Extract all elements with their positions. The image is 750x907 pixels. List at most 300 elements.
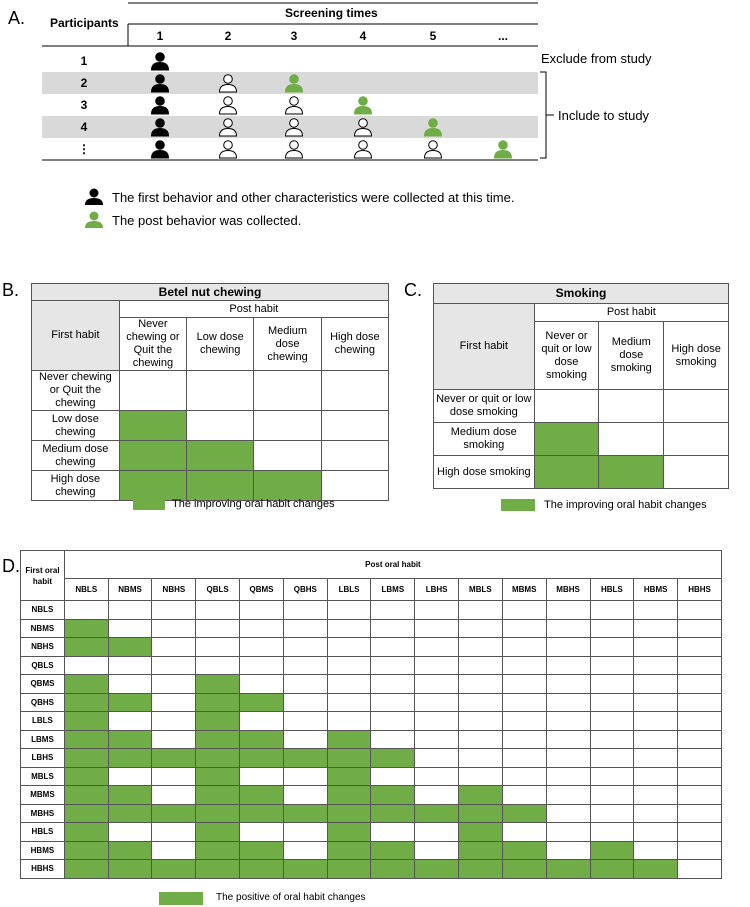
d-cell xyxy=(415,619,459,638)
d-cell xyxy=(64,601,108,620)
d-cell xyxy=(64,656,108,675)
d-cell xyxy=(371,823,415,842)
d-cell xyxy=(240,841,284,860)
c-title: Smoking xyxy=(434,284,729,304)
d-cell xyxy=(64,638,108,657)
c-legend-swatch xyxy=(501,499,535,511)
c-col-1: Medium dose smoking xyxy=(599,322,664,390)
d-col-qbhs: QBHS xyxy=(283,579,327,601)
d-cell xyxy=(196,638,240,657)
d-cell xyxy=(502,786,546,805)
person-icon-first xyxy=(152,141,169,158)
d-cell xyxy=(634,656,678,675)
d-cell xyxy=(64,749,108,768)
d-cell xyxy=(196,712,240,731)
d-cell xyxy=(283,730,327,749)
d-cell xyxy=(546,730,590,749)
d-cell xyxy=(634,638,678,657)
d-cell xyxy=(415,601,459,620)
d-cell xyxy=(590,619,634,638)
d-row xyxy=(21,601,722,620)
participant-id-4: 4 xyxy=(80,120,88,134)
d-cell xyxy=(634,841,678,860)
d-cell xyxy=(634,749,678,768)
d-cell xyxy=(283,619,327,638)
screening-time-6: ... xyxy=(497,29,508,43)
d-cell xyxy=(196,804,240,823)
d-col-nbls: NBLS xyxy=(64,579,108,601)
d-post-header: Post oral habit xyxy=(64,551,721,579)
d-cell xyxy=(678,656,722,675)
d-cell xyxy=(64,786,108,805)
panel-d xyxy=(20,550,722,879)
d-cell xyxy=(283,601,327,620)
b-row-1: Low dose chewing xyxy=(32,411,120,441)
screening-time-5: 5 xyxy=(429,29,437,43)
d-cell xyxy=(546,693,590,712)
d-col-mbls: MBLS xyxy=(458,579,502,601)
d-col-qbls: QBLS xyxy=(196,579,240,601)
d-cell xyxy=(590,601,634,620)
d-cell xyxy=(678,693,722,712)
d-cell xyxy=(371,675,415,694)
d-cell xyxy=(108,601,152,620)
d-cell xyxy=(327,786,371,805)
d-cell xyxy=(371,786,415,805)
d-cell xyxy=(108,786,152,805)
d-cell xyxy=(590,656,634,675)
d-cell xyxy=(196,749,240,768)
d-cell xyxy=(327,860,371,879)
d-cell xyxy=(108,749,152,768)
d-cell xyxy=(546,601,590,620)
d-cell xyxy=(240,823,284,842)
d-cell xyxy=(590,675,634,694)
d-cell xyxy=(196,693,240,712)
d-cell xyxy=(678,619,722,638)
d-cell xyxy=(415,786,459,805)
d-cell xyxy=(634,804,678,823)
d-cell xyxy=(196,823,240,842)
d-cell xyxy=(64,693,108,712)
d-cell xyxy=(546,767,590,786)
d-cell xyxy=(196,730,240,749)
d-row xyxy=(21,638,722,657)
d-cell xyxy=(502,804,546,823)
d-row-mbhs: MBHS xyxy=(21,804,65,823)
d-row-lbhs: LBHS xyxy=(21,749,65,768)
d-cell xyxy=(240,693,284,712)
screening-header: Screening times xyxy=(285,6,378,20)
d-cell xyxy=(152,860,196,879)
d-cell xyxy=(502,656,546,675)
d-cell xyxy=(458,619,502,638)
d-cell xyxy=(371,712,415,731)
c-row-2: High dose smoking xyxy=(434,456,535,489)
d-cell xyxy=(458,841,502,860)
d-cell xyxy=(590,712,634,731)
d-cell xyxy=(415,675,459,694)
d-cell xyxy=(283,841,327,860)
d-row-nbls: NBLS xyxy=(21,601,65,620)
d-cell xyxy=(546,823,590,842)
d-cell xyxy=(327,656,371,675)
d-cell xyxy=(152,749,196,768)
d-cell xyxy=(590,786,634,805)
d-cell xyxy=(283,656,327,675)
b-col-1: Low dose chewing xyxy=(187,318,254,371)
d-cell xyxy=(546,638,590,657)
d-row xyxy=(21,841,722,860)
d-cell xyxy=(371,601,415,620)
d-cell xyxy=(590,823,634,842)
d-cell xyxy=(108,860,152,879)
d-cell xyxy=(371,638,415,657)
d-cell xyxy=(678,841,722,860)
b-row-2: Medium dose chewing xyxy=(32,441,120,471)
b-row-3: High dose chewing xyxy=(32,471,120,501)
d-row xyxy=(21,767,722,786)
d-cell xyxy=(196,767,240,786)
panel-c xyxy=(433,283,729,489)
d-cell xyxy=(327,638,371,657)
panel-b-label: B. xyxy=(2,280,20,300)
d-cell xyxy=(283,860,327,879)
d-cell xyxy=(502,767,546,786)
b-col-3: High dose chewing xyxy=(321,318,388,371)
d-cell xyxy=(152,656,196,675)
d-cell xyxy=(152,675,196,694)
d-cell xyxy=(283,675,327,694)
d-col-lbhs: LBHS xyxy=(415,579,459,601)
screening-time-4: 4 xyxy=(359,29,367,43)
d-cell xyxy=(64,823,108,842)
d-row-nbhs: NBHS xyxy=(21,638,65,657)
participants-header: Participants xyxy=(50,16,119,30)
d-cell xyxy=(502,823,546,842)
d-cell xyxy=(590,638,634,657)
d-cell xyxy=(240,786,284,805)
d-cell xyxy=(678,749,722,768)
d-col-qbms: QBMS xyxy=(240,579,284,601)
d-cell xyxy=(152,619,196,638)
d-cell xyxy=(590,767,634,786)
d-cell xyxy=(546,619,590,638)
d-cell xyxy=(196,675,240,694)
d-legend-text: The positive of oral habit changes xyxy=(216,892,366,903)
person-icon-none xyxy=(286,97,303,114)
d-cell xyxy=(634,786,678,805)
d-row-qbhs: QBHS xyxy=(21,693,65,712)
d-cell xyxy=(327,804,371,823)
d-cell xyxy=(240,656,284,675)
person-icon-none xyxy=(220,141,237,158)
person-icon-none xyxy=(286,141,303,158)
d-col-lbms: LBMS xyxy=(371,579,415,601)
d-cell xyxy=(458,823,502,842)
d-cell xyxy=(327,693,371,712)
d-row xyxy=(21,619,722,638)
d-legend-swatch xyxy=(159,892,203,905)
d-col-lbls: LBLS xyxy=(327,579,371,601)
d-cell xyxy=(678,675,722,694)
b-post-habit: Post habit xyxy=(119,301,388,318)
d-cell xyxy=(590,749,634,768)
d-cell xyxy=(152,823,196,842)
legend-post-text: The post behavior was collected. xyxy=(112,213,302,228)
d-cell xyxy=(283,693,327,712)
d-row xyxy=(21,675,722,694)
person-icon-none xyxy=(355,141,372,158)
d-cell xyxy=(590,841,634,860)
d-row xyxy=(21,712,722,731)
d-cell xyxy=(283,749,327,768)
d-row xyxy=(21,656,722,675)
d-cell xyxy=(634,860,678,879)
d-cell xyxy=(546,656,590,675)
d-row-mbms: MBMS xyxy=(21,786,65,805)
d-cell xyxy=(108,693,152,712)
c-row-1: Medium dose smoking xyxy=(434,423,535,456)
d-cell xyxy=(327,823,371,842)
d-row-lbms: LBMS xyxy=(21,730,65,749)
d-row xyxy=(21,804,722,823)
d-cell xyxy=(502,730,546,749)
d-cell xyxy=(371,619,415,638)
panel-c-label: C. xyxy=(404,280,422,300)
participant-id-1: 1 xyxy=(80,54,88,68)
d-cell xyxy=(415,823,459,842)
d-cell xyxy=(502,619,546,638)
d-cell xyxy=(415,749,459,768)
d-cell xyxy=(327,730,371,749)
d-cell xyxy=(152,730,196,749)
d-cell xyxy=(502,601,546,620)
d-cell xyxy=(64,712,108,731)
d-row xyxy=(21,786,722,805)
d-cell xyxy=(678,638,722,657)
person-icon-post xyxy=(495,141,512,158)
d-cell xyxy=(590,860,634,879)
d-cell xyxy=(108,804,152,823)
d-cell xyxy=(590,804,634,823)
d-row xyxy=(21,693,722,712)
person-icon-first xyxy=(152,53,169,70)
d-cell xyxy=(634,767,678,786)
d-row xyxy=(21,730,722,749)
d-cell xyxy=(502,841,546,860)
d-row-qbms: QBMS xyxy=(21,675,65,694)
participant-id-3: 3 xyxy=(80,98,88,112)
d-cell xyxy=(283,823,327,842)
d-cell xyxy=(634,823,678,842)
d-cell xyxy=(634,601,678,620)
d-cell xyxy=(458,730,502,749)
d-cell xyxy=(678,767,722,786)
d-cell xyxy=(327,619,371,638)
d-row-nbms: NBMS xyxy=(21,619,65,638)
b-legend-swatch xyxy=(133,498,165,510)
include-label: Include to study xyxy=(558,108,650,123)
d-row xyxy=(21,749,722,768)
d-col-nbms: NBMS xyxy=(108,579,152,601)
d-cell xyxy=(458,712,502,731)
b-col-0: Never chewing or Quit the chewing xyxy=(119,318,186,371)
d-row-hbhs: HBHS xyxy=(21,860,65,879)
d-cell xyxy=(108,767,152,786)
b-first-habit: First habit xyxy=(32,301,120,371)
d-cell xyxy=(64,619,108,638)
d-cell xyxy=(240,730,284,749)
d-cell xyxy=(634,619,678,638)
d-cell xyxy=(240,675,284,694)
b-legend-text: The improving oral habit changes xyxy=(172,498,335,510)
d-row-qbls: QBLS xyxy=(21,656,65,675)
d-cell xyxy=(240,749,284,768)
d-cell xyxy=(152,804,196,823)
d-cell xyxy=(283,804,327,823)
d-cell xyxy=(283,712,327,731)
d-cell xyxy=(64,767,108,786)
d-cell xyxy=(415,693,459,712)
d-cell xyxy=(678,804,722,823)
d-cell xyxy=(590,730,634,749)
person-icon-first-legend xyxy=(84,188,104,206)
person-icon-none xyxy=(425,141,442,158)
d-cell xyxy=(415,656,459,675)
d-row-hbls: HBLS xyxy=(21,823,65,842)
d-cell xyxy=(458,767,502,786)
panel-d-label: D. xyxy=(2,556,20,576)
b-row-0: Never chewing or Quit the chewing xyxy=(32,371,120,411)
d-cell xyxy=(283,786,327,805)
d-cell xyxy=(502,638,546,657)
d-cell xyxy=(415,730,459,749)
d-cell xyxy=(152,601,196,620)
d-cell xyxy=(196,601,240,620)
d-cell xyxy=(634,730,678,749)
d-cell xyxy=(458,693,502,712)
d-cell xyxy=(327,749,371,768)
d-cell xyxy=(458,804,502,823)
d-cell xyxy=(108,841,152,860)
d-cell xyxy=(546,860,590,879)
d-cell xyxy=(240,619,284,638)
d-cell xyxy=(502,860,546,879)
d-cell xyxy=(240,601,284,620)
d-cell xyxy=(152,693,196,712)
d-cell xyxy=(152,638,196,657)
d-cell xyxy=(152,767,196,786)
d-col-hbhs: HBHS xyxy=(678,579,722,601)
d-cell xyxy=(108,730,152,749)
d-cell xyxy=(108,675,152,694)
c-legend-text: The improving oral habit changes xyxy=(544,499,707,511)
exclude-label: Exclude from study xyxy=(541,51,652,66)
screening-time-1: 1 xyxy=(156,29,164,43)
d-cell xyxy=(458,601,502,620)
d-cell xyxy=(634,712,678,731)
c-post-habit: Post habit xyxy=(534,304,728,322)
d-row xyxy=(21,823,722,842)
d-cell xyxy=(546,804,590,823)
d-cell xyxy=(678,823,722,842)
screening-time-2: 2 xyxy=(224,29,232,43)
d-cell xyxy=(371,860,415,879)
panel-a xyxy=(0,0,750,240)
c-row-0: Never or quit or low dose smoking xyxy=(434,390,535,423)
b-title: Betel nut chewing xyxy=(32,284,389,301)
d-row-hbms: HBMS xyxy=(21,841,65,860)
d-cell xyxy=(64,675,108,694)
d-cell xyxy=(196,786,240,805)
d-col-hbls: HBLS xyxy=(590,579,634,601)
d-cell xyxy=(546,749,590,768)
d-row xyxy=(21,860,722,879)
d-cell xyxy=(502,749,546,768)
d-cell xyxy=(546,786,590,805)
d-col-mbhs: MBHS xyxy=(546,579,590,601)
d-cell xyxy=(415,767,459,786)
d-cell xyxy=(458,638,502,657)
d-cell xyxy=(196,841,240,860)
d-cell xyxy=(415,638,459,657)
c-col-2: High dose smoking xyxy=(664,322,729,390)
d-cell xyxy=(458,860,502,879)
d-cell xyxy=(415,841,459,860)
d-cell xyxy=(108,712,152,731)
d-cell xyxy=(196,860,240,879)
d-cell xyxy=(196,656,240,675)
screening-time-3: 3 xyxy=(290,29,298,43)
person-icon-post xyxy=(355,97,372,114)
d-cell xyxy=(371,656,415,675)
d-cell xyxy=(152,786,196,805)
d-cell xyxy=(502,693,546,712)
legend-first-text: The first behavior and other characteristics were collected at this time. xyxy=(112,190,515,205)
d-cell xyxy=(502,712,546,731)
person-icon-none xyxy=(220,97,237,114)
d-cell xyxy=(415,804,459,823)
panel-a-label: A. xyxy=(8,8,26,28)
d-cell xyxy=(64,860,108,879)
b-col-2: Medium dose chewing xyxy=(254,318,321,371)
d-cell xyxy=(678,601,722,620)
include-bracket xyxy=(540,72,546,158)
d-cell xyxy=(283,767,327,786)
c-first-habit: First habit xyxy=(434,304,535,390)
panel-b xyxy=(31,283,389,501)
d-cell xyxy=(371,693,415,712)
d-cell xyxy=(152,712,196,731)
d-first-header: First oral habit xyxy=(21,551,65,601)
d-cell xyxy=(634,693,678,712)
d-cell xyxy=(283,638,327,657)
d-cell xyxy=(108,656,152,675)
d-cell xyxy=(327,675,371,694)
d-cell xyxy=(458,749,502,768)
d-cell xyxy=(327,841,371,860)
d-cell xyxy=(196,619,240,638)
d-cell xyxy=(327,767,371,786)
d-cell xyxy=(678,730,722,749)
d-cell xyxy=(590,693,634,712)
person-icon-post-legend xyxy=(84,211,104,229)
d-col-nbhs: NBHS xyxy=(152,579,196,601)
d-cell xyxy=(240,860,284,879)
d-cell xyxy=(240,638,284,657)
d-cell xyxy=(64,841,108,860)
